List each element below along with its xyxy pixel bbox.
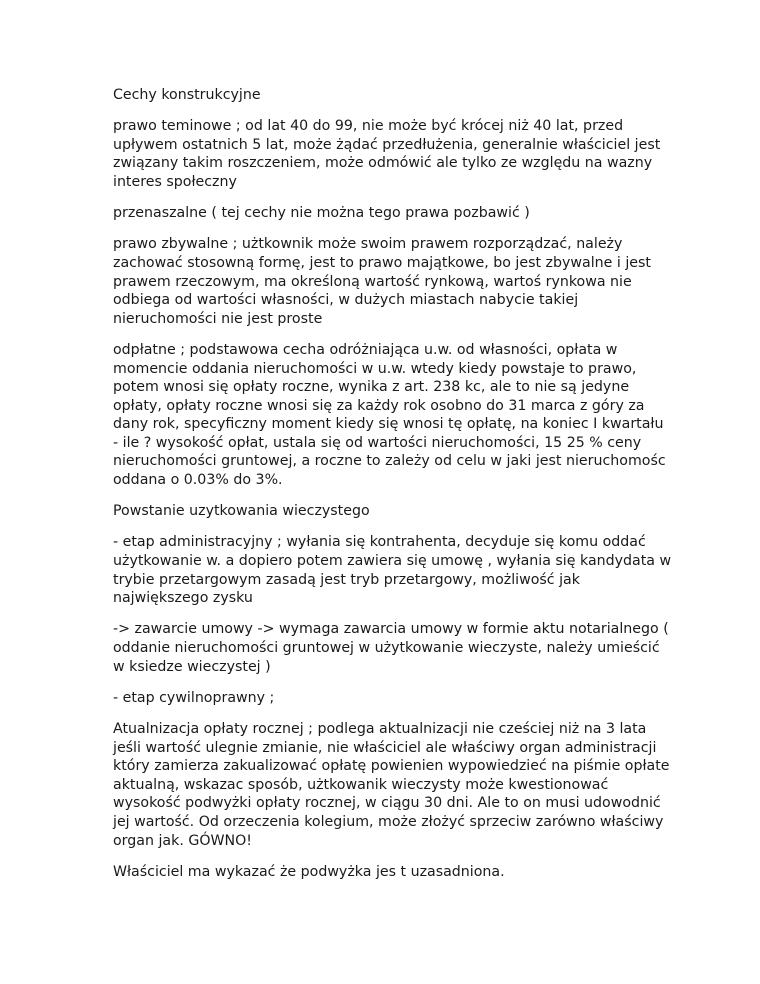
paragraph-prawo-terminowe: prawo teminowe ; od lat 40 do 99, nie może być krócej niż 40 lat, przed upływem ostatnich 5 lat, może żądać przedłużenia, generalnie właściciel jest związany takim roszczeniem, może odmówić ale tylko ze względu na wazny interes społeczny [113, 118, 661, 190]
paragraph-aktualizacja-oplaty: Atualnizacja opłaty rocznej ; podlega aktualnizacji nie cześciej niż na 3 lata jeśli wartość ulegnie zmianie, nie właściciel ale właściwy organ administracji który zamierza zakualizować opłatę powienien wypowiedzieć na piśmie opłate aktualną, wskazac sposób, użtkowanik wieczysty może kwestionować wysokość podwyżki opłaty rocznej, w ciągu 30 dni. Ale to on musi udowodnić jej wartość. Od orzeczenia kolegium, może złożyć sprzeciw zarówno właściwy organ jak. GÓWNO! [113, 720, 670, 849]
paragraph-przenaszalne: przenaszalne ( tej cechy nie można tego prawa pozbawić ) [113, 205, 530, 222]
section-heading-cechy: Cechy konstrukcyjne [113, 87, 261, 103]
paragraph-etap-cywilnoprawny: - etap cywilnoprawny ; [113, 689, 275, 706]
paragraph-odplatne: odpłatne ; podstawowa cecha odróżniająca u.w. od własności, opłata w momencie oddania nieruchomości w u.w. wtedy kiedy powstaje to prawo, potem wnosi się opłaty roczne, wynika z art. 238 kc, ale to nie są jedyne opłaty, opłaty roczne wnosi się za każdy rok osobno do 31 marca z góry za dany rok, specyficzny moment kiedy się wnosi tę opłatę, na koniec I kwartału - ile ? wysokość opłat, ustala się od wartości nieruchomości, 15 25 % ceny nieruchomości gruntowej, a roczne to zależy od celu w jaki jest nieruchomośc oddana o 0.03% do 3%. [113, 341, 666, 489]
section-heading-powstanie: Powstanie uzytkowania wieczystego [113, 503, 370, 520]
document-page [113, 86, 673, 894]
paragraph-prawo-zbywalne: prawo zbywalne ; użtkownik może swoim prawem rozporządzać, należy zachować stosowną formę, jest to prawo majątkowe, bo jest zbywalne i jest prawem rzeczowym, ma określoną wartość rynkową, wartoś rynkowa nie odbiega od wartości własności, w dużych miastach nabycie takiej nieruchomości nie jest proste [113, 236, 651, 327]
paragraph-zawarcie-umowy: -> zawarcie umowy -> wymaga zawarcia umowy w formie aktu notarialnego ( oddanie nieruchomości gruntowej w użytkowanie wieczyste, należy umieścić w ksiedze wieczystej ) [113, 621, 669, 675]
paragraph-etap-administracyjny: - etap administracyjny ; wyłania się kontrahenta, decyduje się komu oddać użytkowanie w. a dopiero potem zawiera się umowę , wyłania się kandydata w trybie przetargowym zasadą jest tryb przetargowy, możliwość jak największego zysku [113, 534, 672, 607]
paragraph-wlasciciel: Właściciel ma wykazać że podwyżka jes t uzasadniona. [113, 863, 505, 880]
